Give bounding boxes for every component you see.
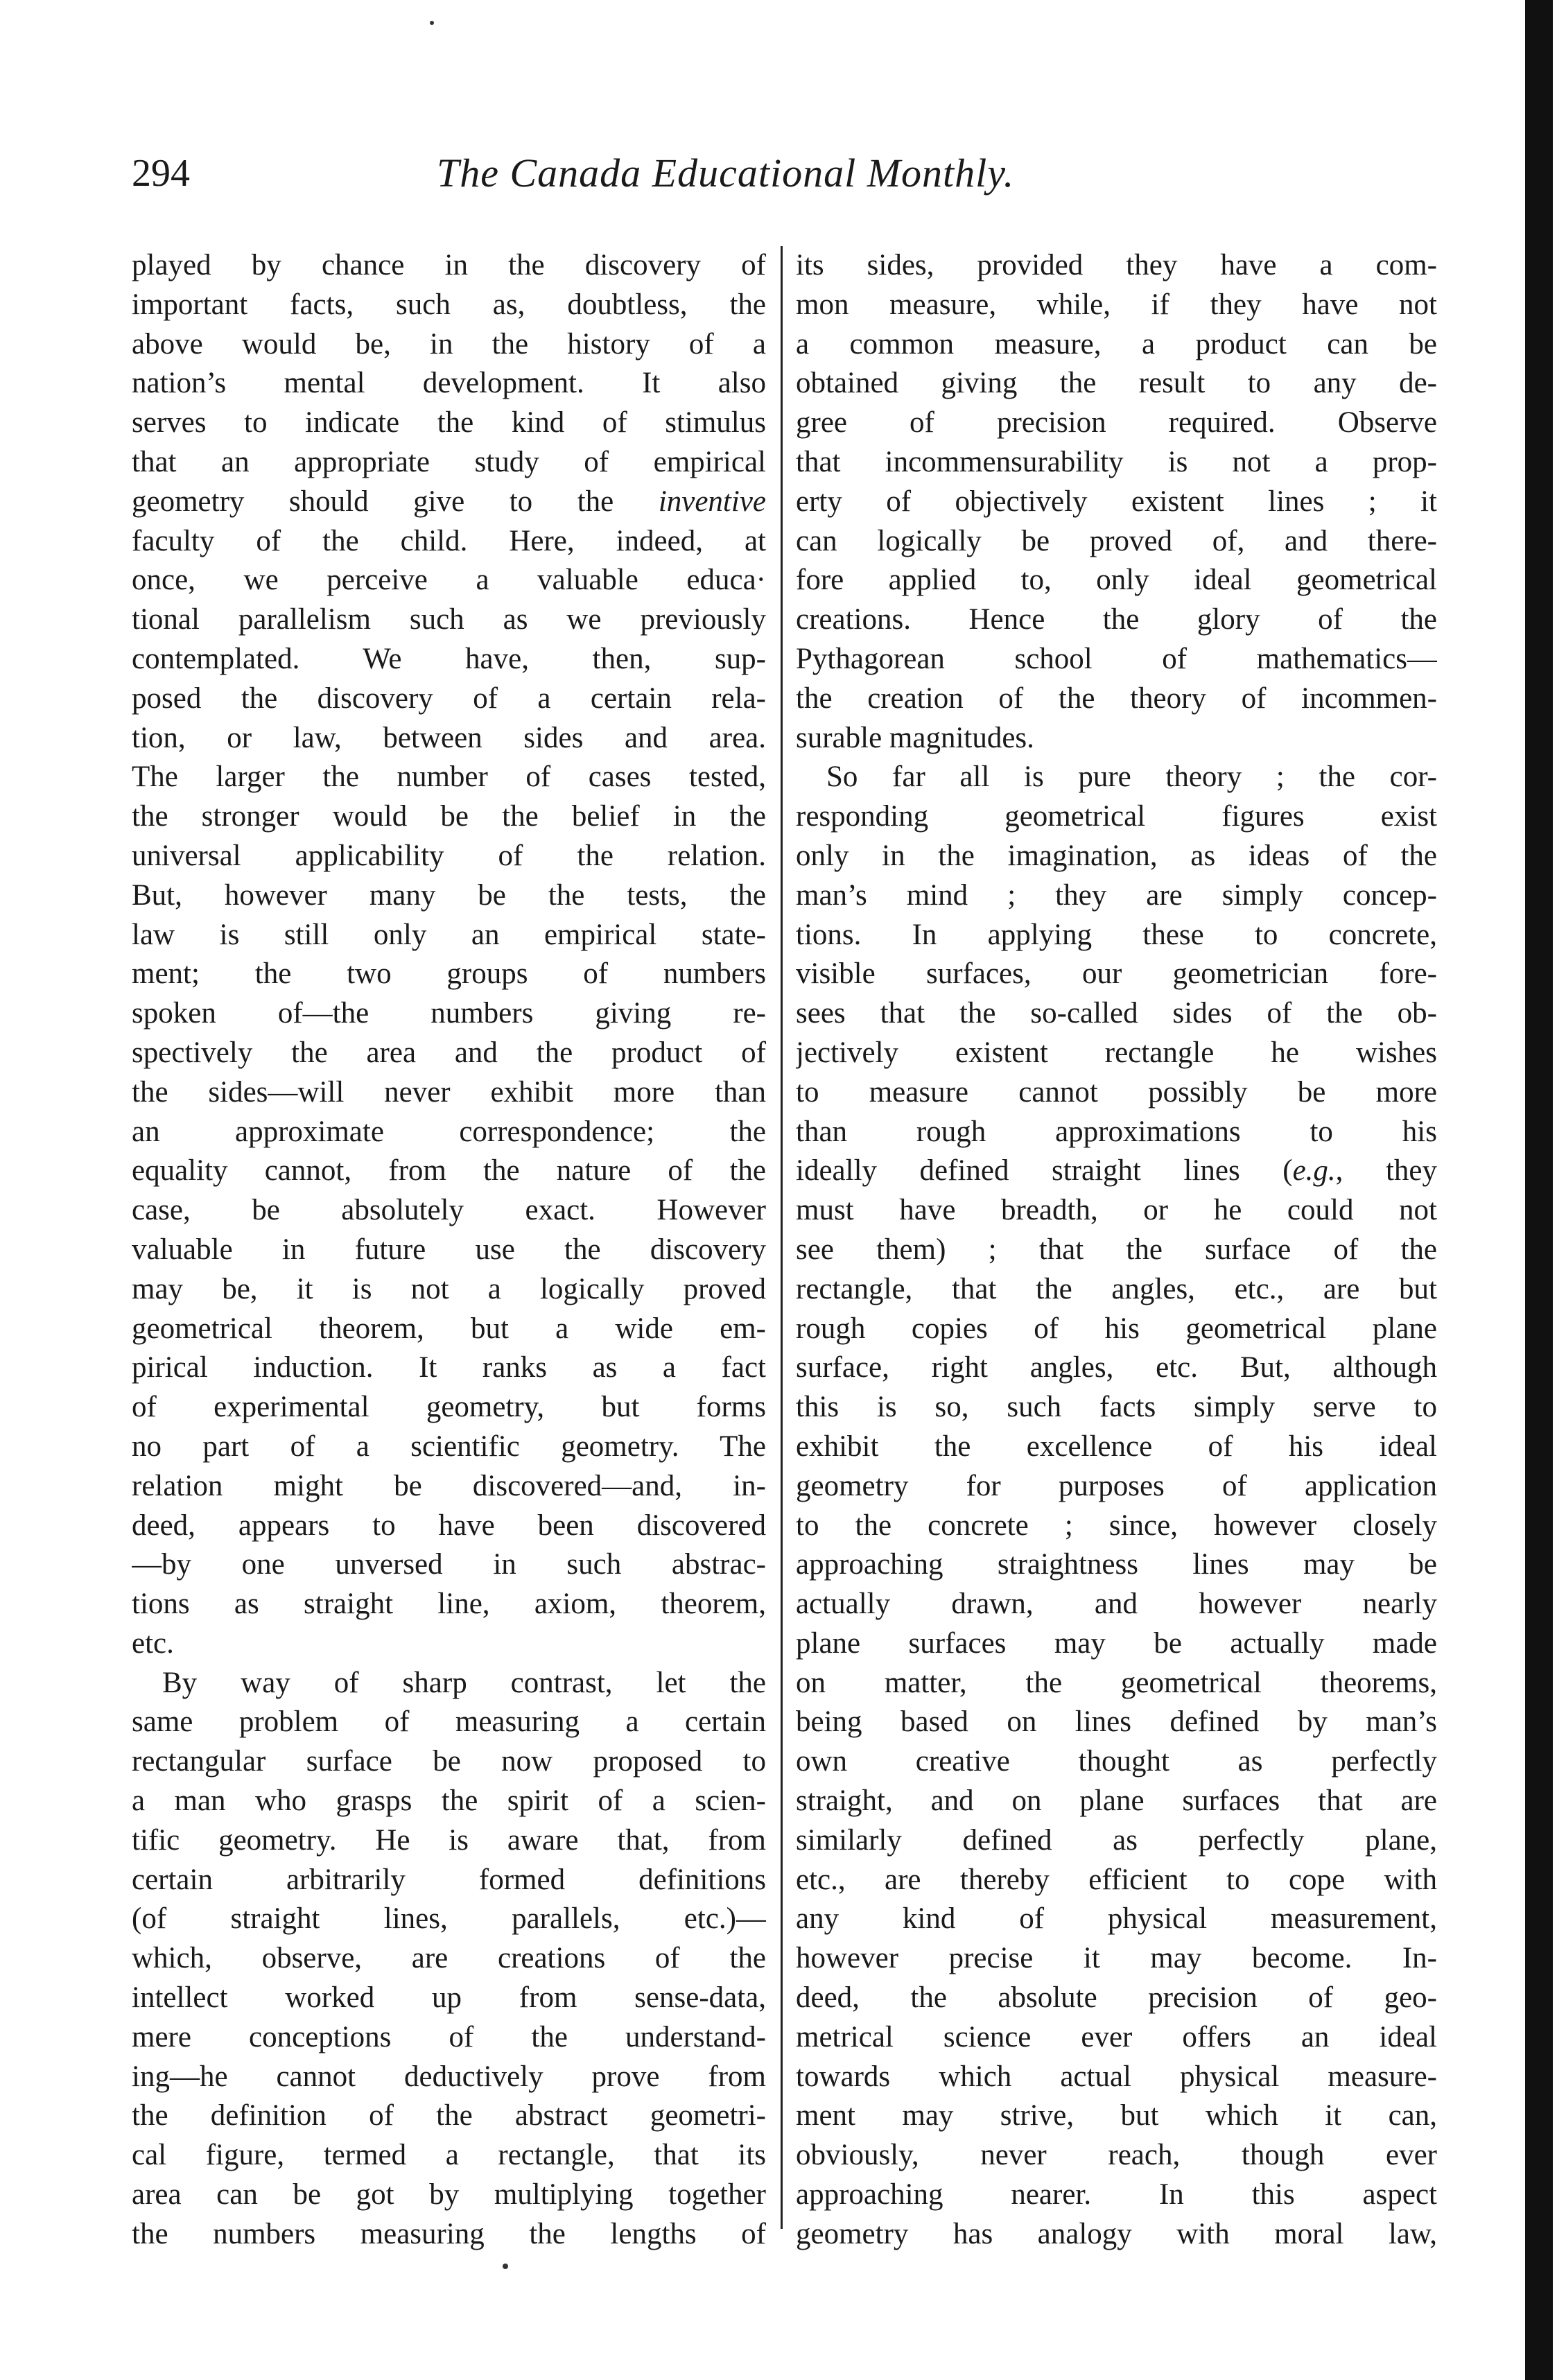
text-segment: geometry should give to the: [132, 485, 659, 518]
text-line-inventive: [132, 483, 766, 522]
print-speck: [430, 21, 434, 25]
text-line: plane surfaces may be actually made: [796, 1626, 1437, 1660]
text-line: exhibit the excellence of his ideal: [796, 1430, 1437, 1463]
text-line: a man who grasps the spirit of a scien-: [132, 1784, 766, 1818]
text-line: approaching straightness lines may be: [796, 1548, 1437, 1581]
text-line: man’s mind ; they are simply concep-: [796, 878, 1437, 912]
text-line: jectively existent rectangle he wishes: [796, 1036, 1437, 1069]
text-line: rough copies of his geometrical plane: [796, 1312, 1437, 1345]
text-line: the sides—will never exhibit more than: [132, 1075, 766, 1109]
text-line: deed, appears to have been discovered: [132, 1509, 766, 1542]
text-line: the stronger would be the belief in the: [132, 800, 766, 833]
text-line: metrical science ever offers an ideal: [796, 2020, 1437, 2053]
text-line: ment; the two groups of numbers: [132, 957, 766, 991]
text-line: intellect worked up from sense-data,: [132, 1981, 766, 2015]
text-line: But, however many be the tests, the: [132, 878, 766, 912]
text-line: must have breadth, or he could not: [796, 1194, 1437, 1227]
running-title: The Canada Educational Monthly.: [437, 150, 1015, 196]
paragraph-start-line: So far all is pure theory ; the cor-: [826, 761, 1437, 794]
text-line: that an appropriate study of empirical: [132, 445, 766, 478]
text-line: obtained giving the result to any de-: [796, 367, 1437, 400]
left-column: [132, 246, 766, 2255]
text-line: obviously, never reach, though ever: [796, 2139, 1437, 2172]
text-line: tional parallelism such as we previously: [132, 603, 766, 636]
text-line: on matter, the geometrical theorems,: [796, 1666, 1437, 1699]
right-column: [796, 246, 1437, 2255]
text-line: which, observe, are creations of the: [132, 1942, 766, 1975]
emphasis-inventive: inventive: [658, 485, 766, 518]
text-line: spoken of—the numbers giving re-: [132, 997, 766, 1030]
running-header: [132, 149, 1470, 205]
text-line: actually drawn, and however nearly: [796, 1588, 1437, 1621]
text-line: law is still only an empirical state-: [132, 918, 766, 951]
paragraph-end-line: etc.: [132, 1626, 174, 1660]
text-line: etc., are thereby efficient to cope with: [796, 1863, 1437, 1896]
text-line: similarly defined as perfectly plane,: [796, 1823, 1437, 1857]
text-line: a common measure, a product can be: [796, 327, 1437, 361]
text-line: however precise it may become. In-: [796, 1942, 1437, 1975]
text-segment: , they: [1335, 1154, 1437, 1188]
text-line: geometry has analogy with moral law,: [796, 2217, 1437, 2250]
text-line: played by chance in the discovery of: [132, 249, 766, 281]
text-line: surface, right angles, etc. But, although: [796, 1351, 1437, 1384]
text-line: posed the discovery of a certain rela-: [132, 681, 766, 715]
text-line: see them) ; that the surface of the: [796, 1233, 1437, 1266]
text-line: important facts, such as, doubtless, the: [132, 288, 766, 321]
text-line: visible surfaces, our geometrician fore-: [796, 957, 1437, 991]
text-line: ing—he cannot deductively prove from: [132, 2060, 766, 2093]
text-line: the definition of the abstract geometri-: [132, 2099, 766, 2133]
text-line: tions as straight line, axiom, theorem,: [132, 1588, 766, 1621]
text-line: creations. Hence the glory of the: [796, 603, 1437, 636]
text-line: that incommensurability is not a prop-: [796, 445, 1437, 478]
text-line: faculty of the child. Here, indeed, at: [132, 524, 766, 557]
text-line: mon measure, while, if they have not: [796, 288, 1437, 321]
text-line: being based on lines defined by man’s: [796, 1705, 1437, 1739]
text-line: contemplated. We have, then, sup-: [132, 642, 766, 675]
text-line: sees that the so-called sides of the ob-: [796, 997, 1437, 1030]
text-line: spectively the area and the product of: [132, 1036, 766, 1069]
text-line-eg: [796, 1152, 1437, 1191]
text-line: to the concrete ; since, however closely: [796, 1509, 1437, 1542]
text-line: an approximate correspondence; the: [132, 1115, 766, 1148]
text-line: tific geometry. He is aware that, from: [132, 1823, 766, 1857]
text-line: ment may strive, but which it can,: [796, 2099, 1437, 2133]
text-line: its sides, provided they have a com-: [796, 249, 1437, 281]
text-line: rectangular surface be now proposed to: [132, 1745, 766, 1778]
text-line: relation might be discovered—and, in-: [132, 1469, 766, 1502]
text-line: tion, or law, between sides and area.: [132, 721, 766, 754]
text-line: geometrical theorem, but a wide em-: [132, 1312, 766, 1345]
text-line: serves to indicate the kind of stimulus: [132, 406, 766, 440]
text-line: above would be, in the history of a: [132, 327, 766, 361]
text-line: the creation of the theory of incommen-: [796, 681, 1437, 715]
text-line: the numbers measuring the lengths of: [132, 2217, 766, 2250]
text-line: straight, and on plane surfaces that are: [796, 1784, 1437, 1818]
text-segment: ideally defined straight lines (: [796, 1154, 1293, 1188]
text-line: equality cannot, from the nature of the: [132, 1154, 766, 1188]
text-line: —by one unversed in such abstrac-: [132, 1548, 766, 1581]
text-line: fore applied to, only ideal geometrical: [796, 564, 1437, 597]
text-line: once, we perceive a valuable educa·: [132, 564, 766, 597]
text-line: pirical induction. It ranks as a fact: [132, 1351, 766, 1384]
column-divider: [781, 246, 783, 2229]
page-edge-border: [1525, 0, 1553, 2380]
text-line: (of straight lines, parallels, etc.)—: [132, 1902, 766, 1936]
text-line: towards which actual physical measure-: [796, 2060, 1437, 2093]
text-line: valuable in future use the discovery: [132, 1233, 766, 1266]
page-number: 294: [132, 152, 190, 195]
text-line: area can be got by multiplying together: [132, 2178, 766, 2212]
text-line: gree of precision required. Observe: [796, 406, 1437, 440]
text-line: The larger the number of cases tested,: [132, 761, 766, 794]
text-line: universal applicability of the relation.: [132, 839, 766, 872]
text-line: of experimental geometry, but forms: [132, 1391, 766, 1424]
text-line: deed, the absolute precision of geo-: [796, 1981, 1437, 2015]
text-line: this is so, such facts simply serve to: [796, 1391, 1437, 1424]
text-line: tions. In applying these to concrete,: [796, 918, 1437, 951]
text-line: to measure cannot possibly be more: [796, 1075, 1437, 1109]
emphasis-eg: e.g.: [1292, 1154, 1336, 1188]
text-line: rectangle, that the angles, etc., are but: [796, 1272, 1437, 1305]
text-line: certain arbitrarily formed definitions: [132, 1863, 766, 1896]
text-line: than rough approximations to his: [796, 1115, 1437, 1148]
text-line: same problem of measuring a certain: [132, 1705, 766, 1739]
paragraph-start-line: By way of sharp contrast, let the: [162, 1666, 766, 1699]
text-line: Pythagorean school of mathematics—: [796, 642, 1437, 675]
text-line: own creative thought as perfectly: [796, 1745, 1437, 1778]
text-line: no part of a scientific geometry. The: [132, 1430, 766, 1463]
text-line: cal figure, termed a rectangle, that its: [132, 2139, 766, 2172]
paragraph-end-line: surable magnitudes.: [796, 721, 1034, 754]
text-line: can logically be proved of, and there-: [796, 524, 1437, 557]
text-line: any kind of physical measurement,: [796, 1902, 1437, 1936]
text-line: erty of objectively existent lines ; it: [796, 485, 1437, 518]
text-line: nation’s mental development. It also: [132, 367, 766, 400]
text-line: case, be absolutely exact. However: [132, 1194, 766, 1227]
text-line: may be, it is not a logically proved: [132, 1272, 766, 1305]
text-line: responding geometrical figures exist: [796, 800, 1437, 833]
text-line: approaching nearer. In this aspect: [796, 2178, 1437, 2212]
text-line: geometry for purposes of application: [796, 1469, 1437, 1502]
text-line: mere conceptions of the understand-: [132, 2020, 766, 2053]
print-speck: [503, 2264, 508, 2269]
text-line: only in the imagination, as ideas of the: [796, 839, 1437, 872]
